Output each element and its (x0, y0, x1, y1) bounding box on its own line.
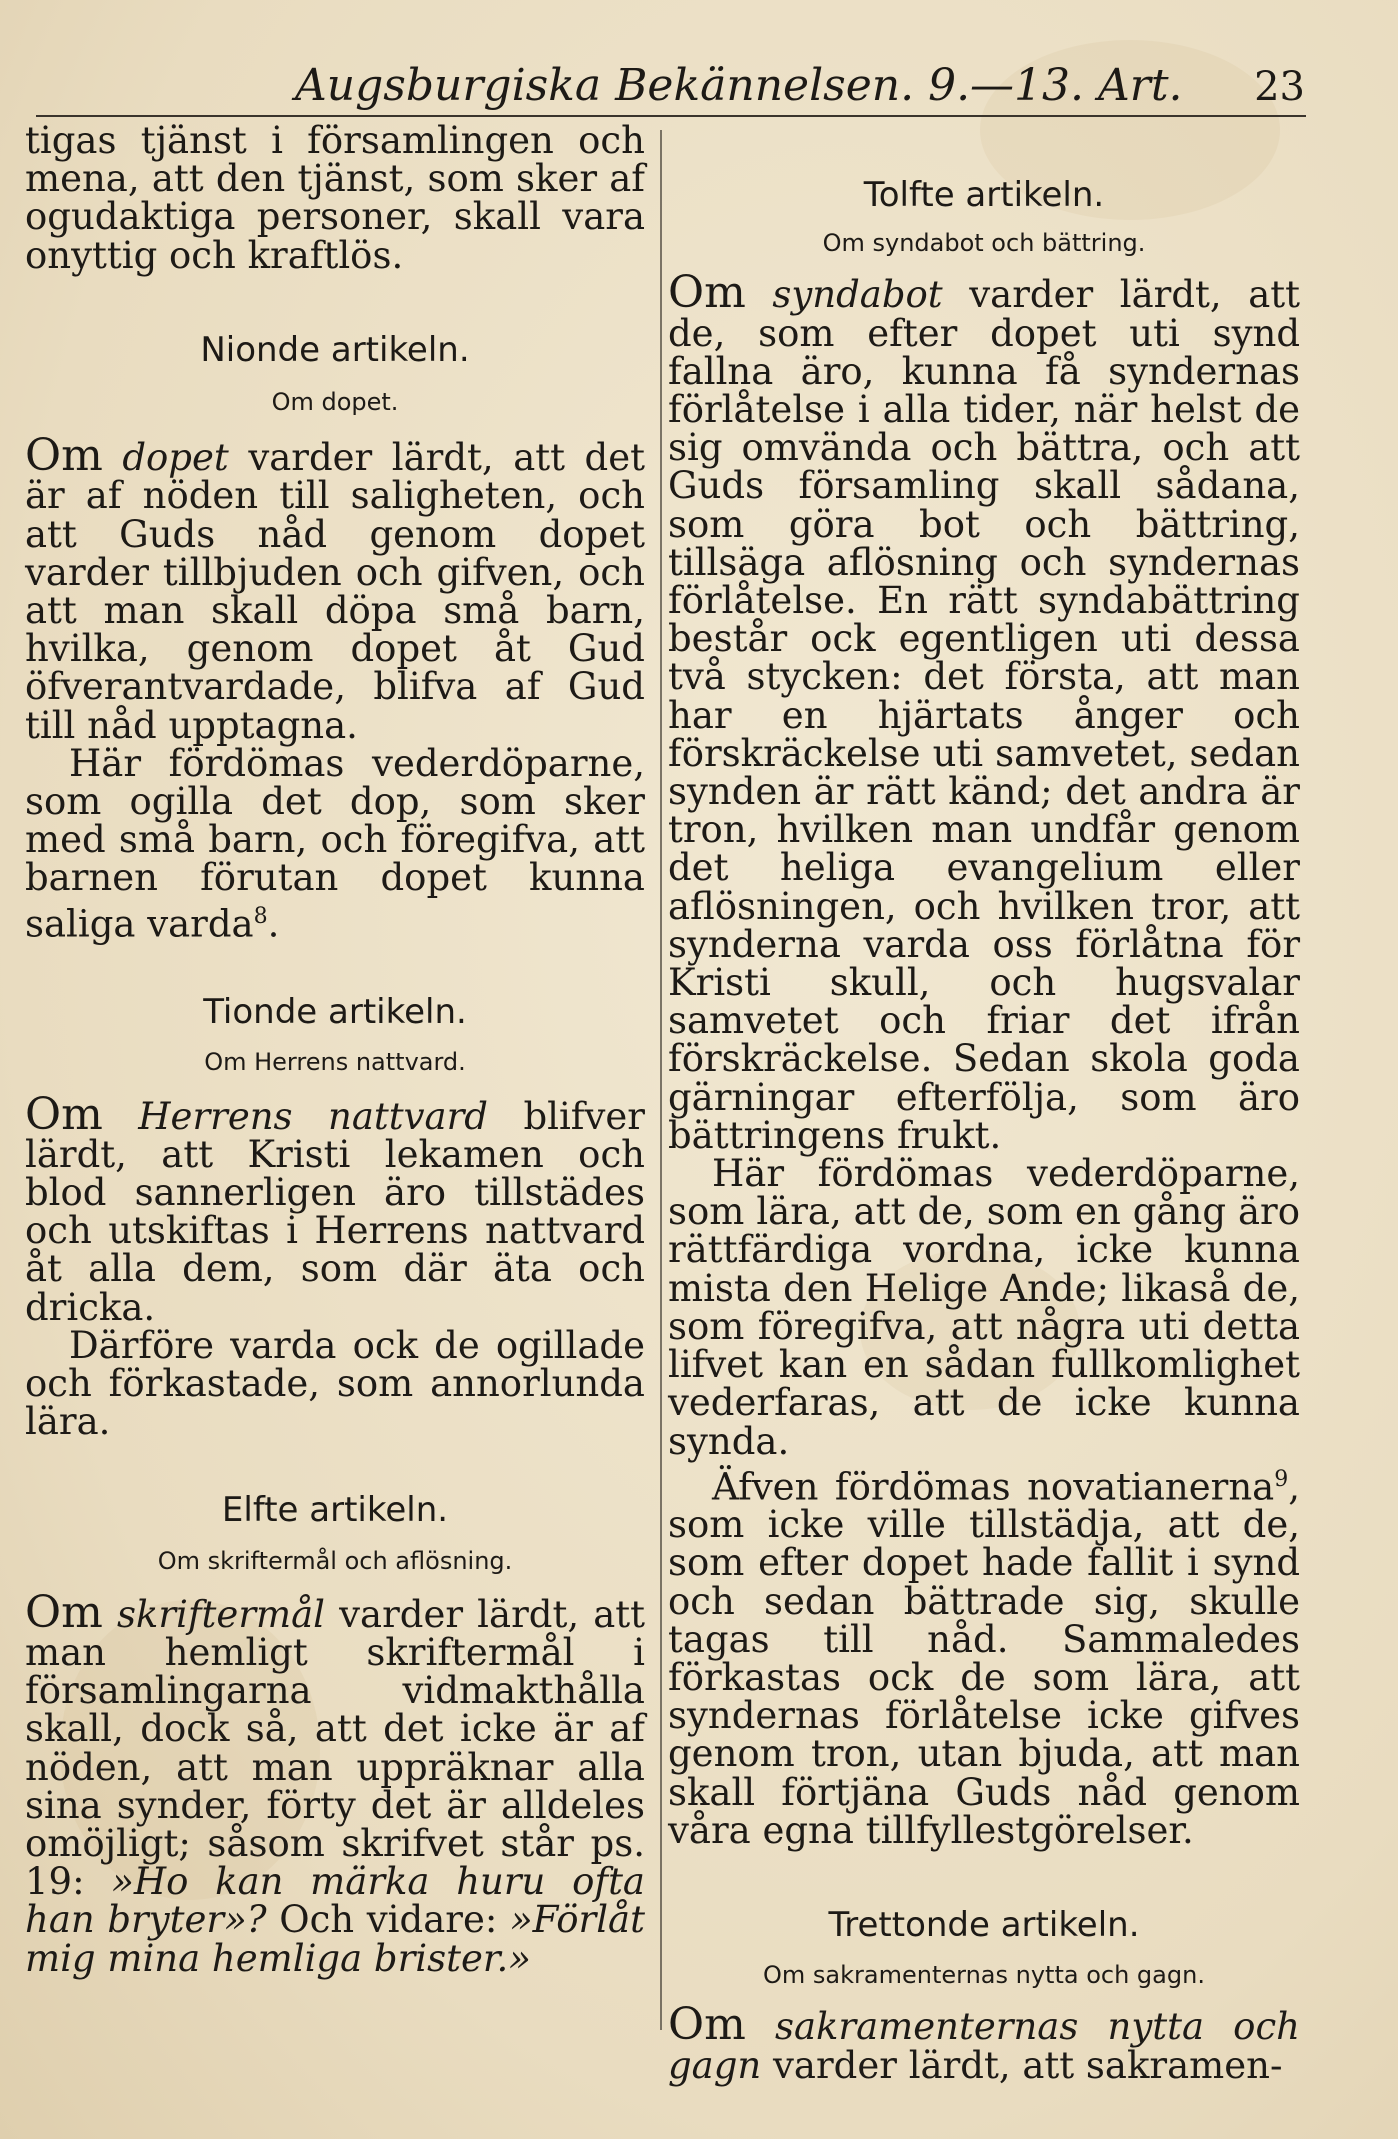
running-title: Augsburgiska Bekännelsen. 9.—13. Art. (295, 60, 1183, 111)
article-12-paragraph: Om syndabot varder lärdt, att de, som efter dopet uti synd fallna äro, kunna få syndernas förlåtelse i alla tider, när helst de sig omvända och bättra, och att Guds församling skall sådana, som göra bot och bättring, tillsäga aflösning och syndernas förlåtelse. En rätt syndabättring består ock egentligen uti dessa två stycken: det första, att man har en hjärtats ånger och förskräckelse uti samvetet, sedan synden är rätt känd; det andra är tron, hvilken man undfår genom det heliga evangelium eller aflösningen, och hvilken tror, att synderna varda oss förlåtna för Kristi skull, och hugsvalar samvetet och friar det ifrån förskräckelse. Sedan skola goda gärningar efterfölja, som äro bättringens frukt. (668, 267, 1300, 1157)
article-term: dopet (122, 436, 229, 480)
article-9-paragraph: Här fördömas vederdöparne, som ogilla det dop, som sker med små barn, och föregifva, att barnen förutan dopet kunna saliga varda$^8$. (25, 741, 645, 945)
article-11-subtitle: Om skriftermål och aflösning. (157, 1546, 513, 1575)
right-column (668, 122, 1300, 2085)
running-header (295, 52, 1305, 112)
article-11-paragraph: Om skriftermål varder lärdt, att man hemligt skriftermål i församlingarna vidmakthålla skall, dock så, att det icke är af nöden, att man uppräknar alla sina synder, förty det är alldeles omöjligt; såsom skrifvet står ps. 19: »Ho kan märka huru ofta han bryter»? Och vidare: »Förlåt mig mina hemliga brister.» (25, 1586, 646, 1980)
article-term: sakramenternas nytta och gagn (668, 2005, 1301, 2087)
article-11-heading: Elfte artikeln. (221, 1490, 449, 1531)
article-term: syndabot (772, 273, 943, 317)
left-column (25, 119, 646, 1980)
article-term: skriftermål (116, 1592, 325, 1636)
article-10-paragraph: Därföre varda ock de ogillade och förkastade, som annorlunda lära. (25, 1323, 645, 1444)
article-13-paragraph: Om sakramenternas nytta och gagn varder lärdt, att sakramen- (668, 1999, 1301, 2087)
footnote-ref: 9 (1274, 1466, 1289, 1492)
opening-word: Om (25, 430, 103, 482)
continued-paragraph: tigas tjänst i församlingen och mena, att den tjänst, som sker af ogudaktiga personer, skall vara onyttig och kraftlös. (25, 119, 645, 277)
article-10-subtitle: Om Herrens nattvard. (204, 1048, 466, 1077)
scripture-quote: »Ho kan märka huru ofta han bryter»? (25, 1860, 645, 1942)
article-10-paragraph: Om Herrens nattvard blifver lärdt, att Kristi lekamen och blod sannerligen äro tillstädes och utskiftas i Herrens nattvard åt alla dem, som där äta och dricka. (25, 1088, 645, 1329)
opening-word: Om (25, 1586, 103, 1638)
article-9-heading: Nionde artikeln. (200, 329, 470, 370)
article-12-paragraph: Äfven fördömas novatianerna$^9$, som icke ville tillstädja, att de, som efter dopet hade fallit i synd och sedan bättrade sig, skulle tagas till nåd. Sammaledes förkastas ock de som lära, att syndernas förlåtelse icke gifves genom tron, utan bjuda, att man skall förtjäna Guds nåd genom våra egna tillfyllestgörelser. (668, 1465, 1300, 1852)
opening-word: Om (668, 267, 746, 319)
column-divider (660, 130, 662, 2030)
article-9-subtitle: Om dopet. (271, 388, 399, 417)
opening-word: Om (25, 1088, 103, 1140)
footnote-ref: 8 (253, 903, 268, 929)
article-12-paragraph: Här fördömas vederdöparne, som lära, att de, som en gång äro rättfärdiga vordna, icke kunna mista den Helige Ande; likaså de, som föregifva, att några uti detta lifvet kan en sådan fullkomlighet vederfaras, att de icke kunna synda. (668, 1152, 1300, 1463)
article-9-paragraph: Om dopet varder lärdt, att det är af nöden till saligheten, och att Guds nåd genom dopet varder tillbjuden och gifven, och att man skall döpa små barn, hvilka, genom dopet åt Gud öfverantvardade, blifva af Gud till nåd upptagna. (25, 430, 645, 747)
article-term: Herrens nattvard (138, 1094, 488, 1138)
opening-word: Om (668, 1999, 746, 2051)
article-10-heading: Tionde artikeln. (203, 992, 467, 1033)
header-rule (36, 115, 1306, 117)
article-12-subtitle: Om syndabot och bättring. (822, 229, 1146, 258)
scripture-quote: »Förlåt mig mina hemliga brister.» (25, 1898, 645, 1980)
article-13-subtitle: Om sakramenternas nytta och gagn. (763, 1961, 1205, 1990)
article-12-heading: Tolfte artikeln. (863, 175, 1105, 215)
article-13-heading: Trettonde artikeln. (828, 1905, 1140, 1946)
page-number: 23 (1254, 64, 1305, 110)
